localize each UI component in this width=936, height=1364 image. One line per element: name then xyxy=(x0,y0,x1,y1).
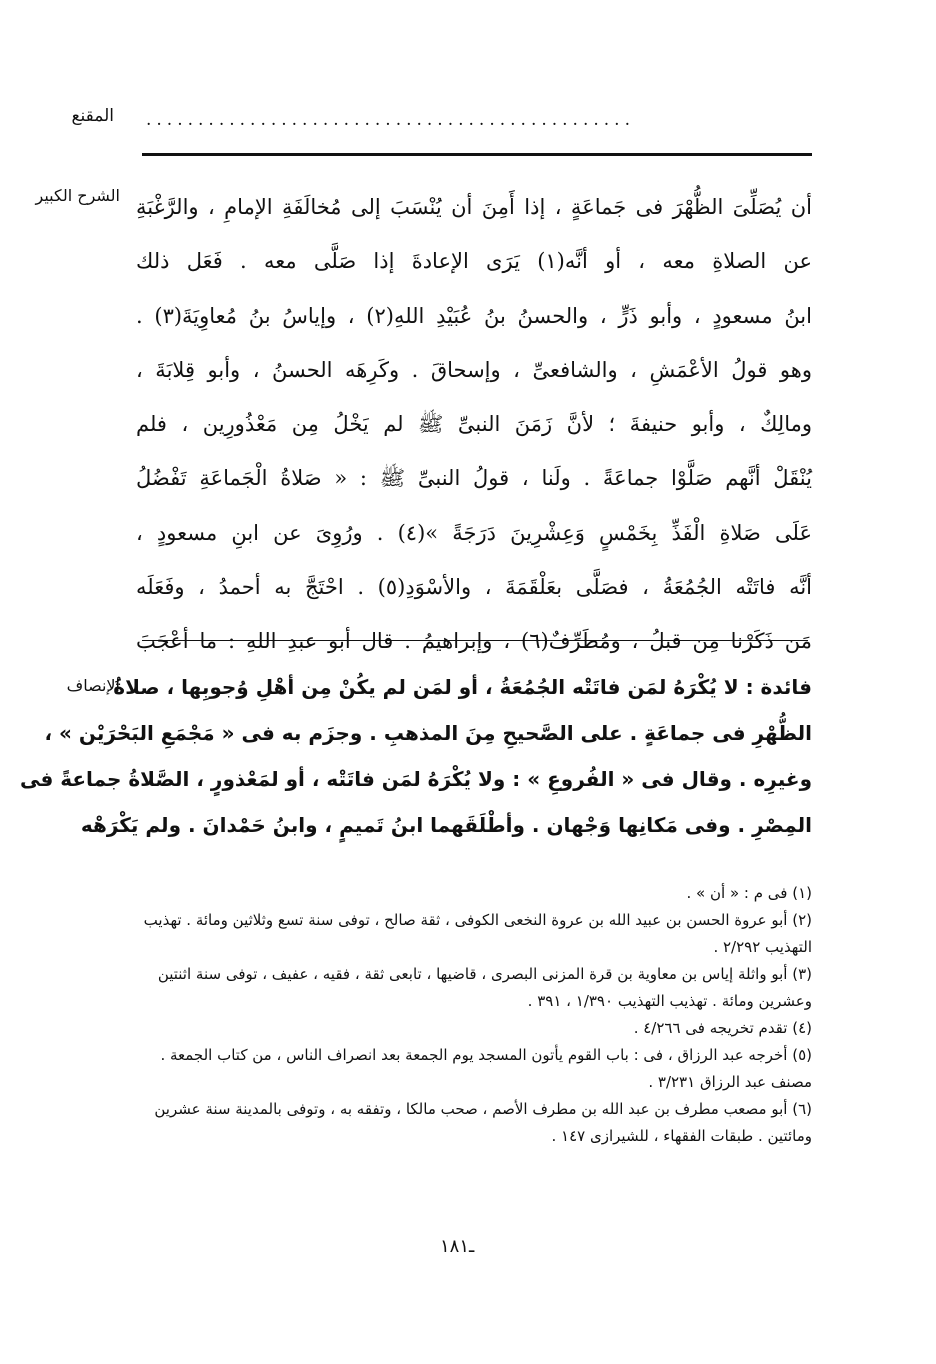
running-header-leader: ............................................... xyxy=(146,110,635,130)
footnote-5: (٥) أخرجه عبد الرزاق ، فى : باب القوم يأتون المسجد يوم الجمعة بعد انصراف الناس ، من كتاب الجمعة . xyxy=(160,1046,812,1064)
insaf-line-text: لا يُكْرَهُ لمَن فاتَتْه الجُمُعَةُ ، أو لمَن لم يكُنْ مِن أهْلِ وُجوبِها ، صلاةُ xyxy=(113,675,739,699)
insaf-line: المِصْرِ . وفى مَكانِها وَجْهان . وأطْلَقَهما ابنُ تَميمٍ ، وابنُ حَمْدانَ . ولم يَكْرَهْه xyxy=(80,813,812,837)
sharh-line: مَن ذَكَرْنا مِن قبلُ ، ومُطَرِّفٌ(٦) ، وإبراهيمُ . قال أبو عبدِ اللهِ : ما أعْجَبَ xyxy=(136,629,812,654)
sharh-text-block xyxy=(136,180,812,669)
header-rule xyxy=(142,153,812,156)
section-divider xyxy=(142,640,808,641)
insaf-section-label: الإنصاف xyxy=(66,676,120,695)
insaf-line: الظُّهْرِ فى جماعَةٍ . على الصَّحيحِ مِنَ المذهبِ . وجزَم به فى « مَجْمَعِ البَحْرَيْن » ، xyxy=(44,721,812,745)
footnote-5-cont: مصنف عبد الرزاق ٣/٢٣١ . xyxy=(648,1073,812,1091)
footnote-6: (٦) أبو مصعب مطرف بن عبد الله بن مطرف الأصم ، صحب مالكا ، وتفقه به ، وتوفى بالمدينة سنة عشرين xyxy=(154,1100,812,1118)
footnote-2: (٢) أبو عروة الحسن بن عبيد الله بن عروة النخعى الكوفى ، ثقة صالح ، توفى سنة تسع وثلاثين ومائة . تهذيب xyxy=(143,911,812,929)
sharh-line: ومالِكٌ ، وأبو حنيفةَ ؛ لأنَّ زَمَنَ النبىِّ ﷺ لم يَخْلُ مِن مَعْذُورِين ، فلم xyxy=(136,412,812,437)
footnote-2-cont: التهذيب ٢/٢٩٢ . xyxy=(713,938,812,956)
sharh-section-label: الشرح الكبير xyxy=(35,186,120,205)
sharh-line: ابنُ مسعودٍ ، وأبو ذَرٍّ ، والحسنُ بنُ عُبَيْدِ اللهِ(٢) ، وإياسُ بنُ مُعاوِيَةَ(٣) . xyxy=(136,303,812,328)
running-header-title: المقنع xyxy=(71,106,114,126)
page-number: ـ١٨١ xyxy=(440,1236,475,1257)
sharh-line: أنَّه فاتَتْه الجُمُعَةُ ، فصَلَّى بعَلْقَمَةَ ، والأسْوَدِ(٥) . احْتَجَّ به أحمدُ ، وفَعَلَه xyxy=(136,575,813,600)
sharh-line: يُنْقَلْ أنَّهم صَلَّوْا جماعَةً . ولَنا ، قولُ النبىِّ ﷺ : « صَلاةُ الْجَماعَةِ تَفْضُلُ xyxy=(136,466,812,491)
insaf-line xyxy=(113,664,812,710)
footnote-1: (١) فى م : « أن » . xyxy=(686,884,812,902)
sharh-line: أن يُصَلِّىَ الظُّهْرَ فى جَماعَةٍ ، إذا أَمِنَ أن يُنْسَبَ إلى مُخالَفَةِ الإمامِ ، والرَّغْبَةِ xyxy=(136,195,812,219)
insaf-lead: فائدة : xyxy=(745,675,812,699)
footnote-3: (٣) أبو واثلة إياس بن معاوية بن قرة المزنى البصرى ، قاضيها ، تابعى ثقة ، فقيه ، عفيف ، توفى سنة اثنتين xyxy=(157,965,812,983)
sharh-line: عن الصلاةِ معه ، أو أنَّه(١) يَرَى الإعادةَ إذا صَلَّى معه . فَعَل ذلك xyxy=(136,249,812,274)
footnotes xyxy=(126,880,812,1150)
footnote-4: (٤) تقدم تخريجه فى ٤/٢٦٦ . xyxy=(633,1019,812,1037)
sharh-line: عَلَى صَلاةِ الْفَذِّ بِخَمْسٍ وَعِشْرِينَ دَرَجَةً »(٤) . ورُوِىَ عن ابنِ مسعودٍ ، xyxy=(136,520,812,545)
footnote-6-cont: ومائتين . طبقات الفقهاء ، للشيرازى ١٤٧ . xyxy=(551,1127,812,1145)
sharh-line: وهو قولُ الأعْمَشِ ، والشافعىِّ ، وإسحاقَ . وكَرِهَه الحسنُ ، وأبو قِلابَةَ ، xyxy=(136,357,812,382)
insaf-line: وغيرِه . وقال فى « الفُروعِ » : ولا يُكْرَهُ لمَن فاتَتْه ، أو لمَعْذورٍ ، الصَّلاةُ جماعةً فى xyxy=(19,767,812,791)
footnote-3-cont: وعشرين ومائة . تهذيب التهذيب ١/٣٩٠ ، ٣٩١ . xyxy=(527,992,812,1010)
